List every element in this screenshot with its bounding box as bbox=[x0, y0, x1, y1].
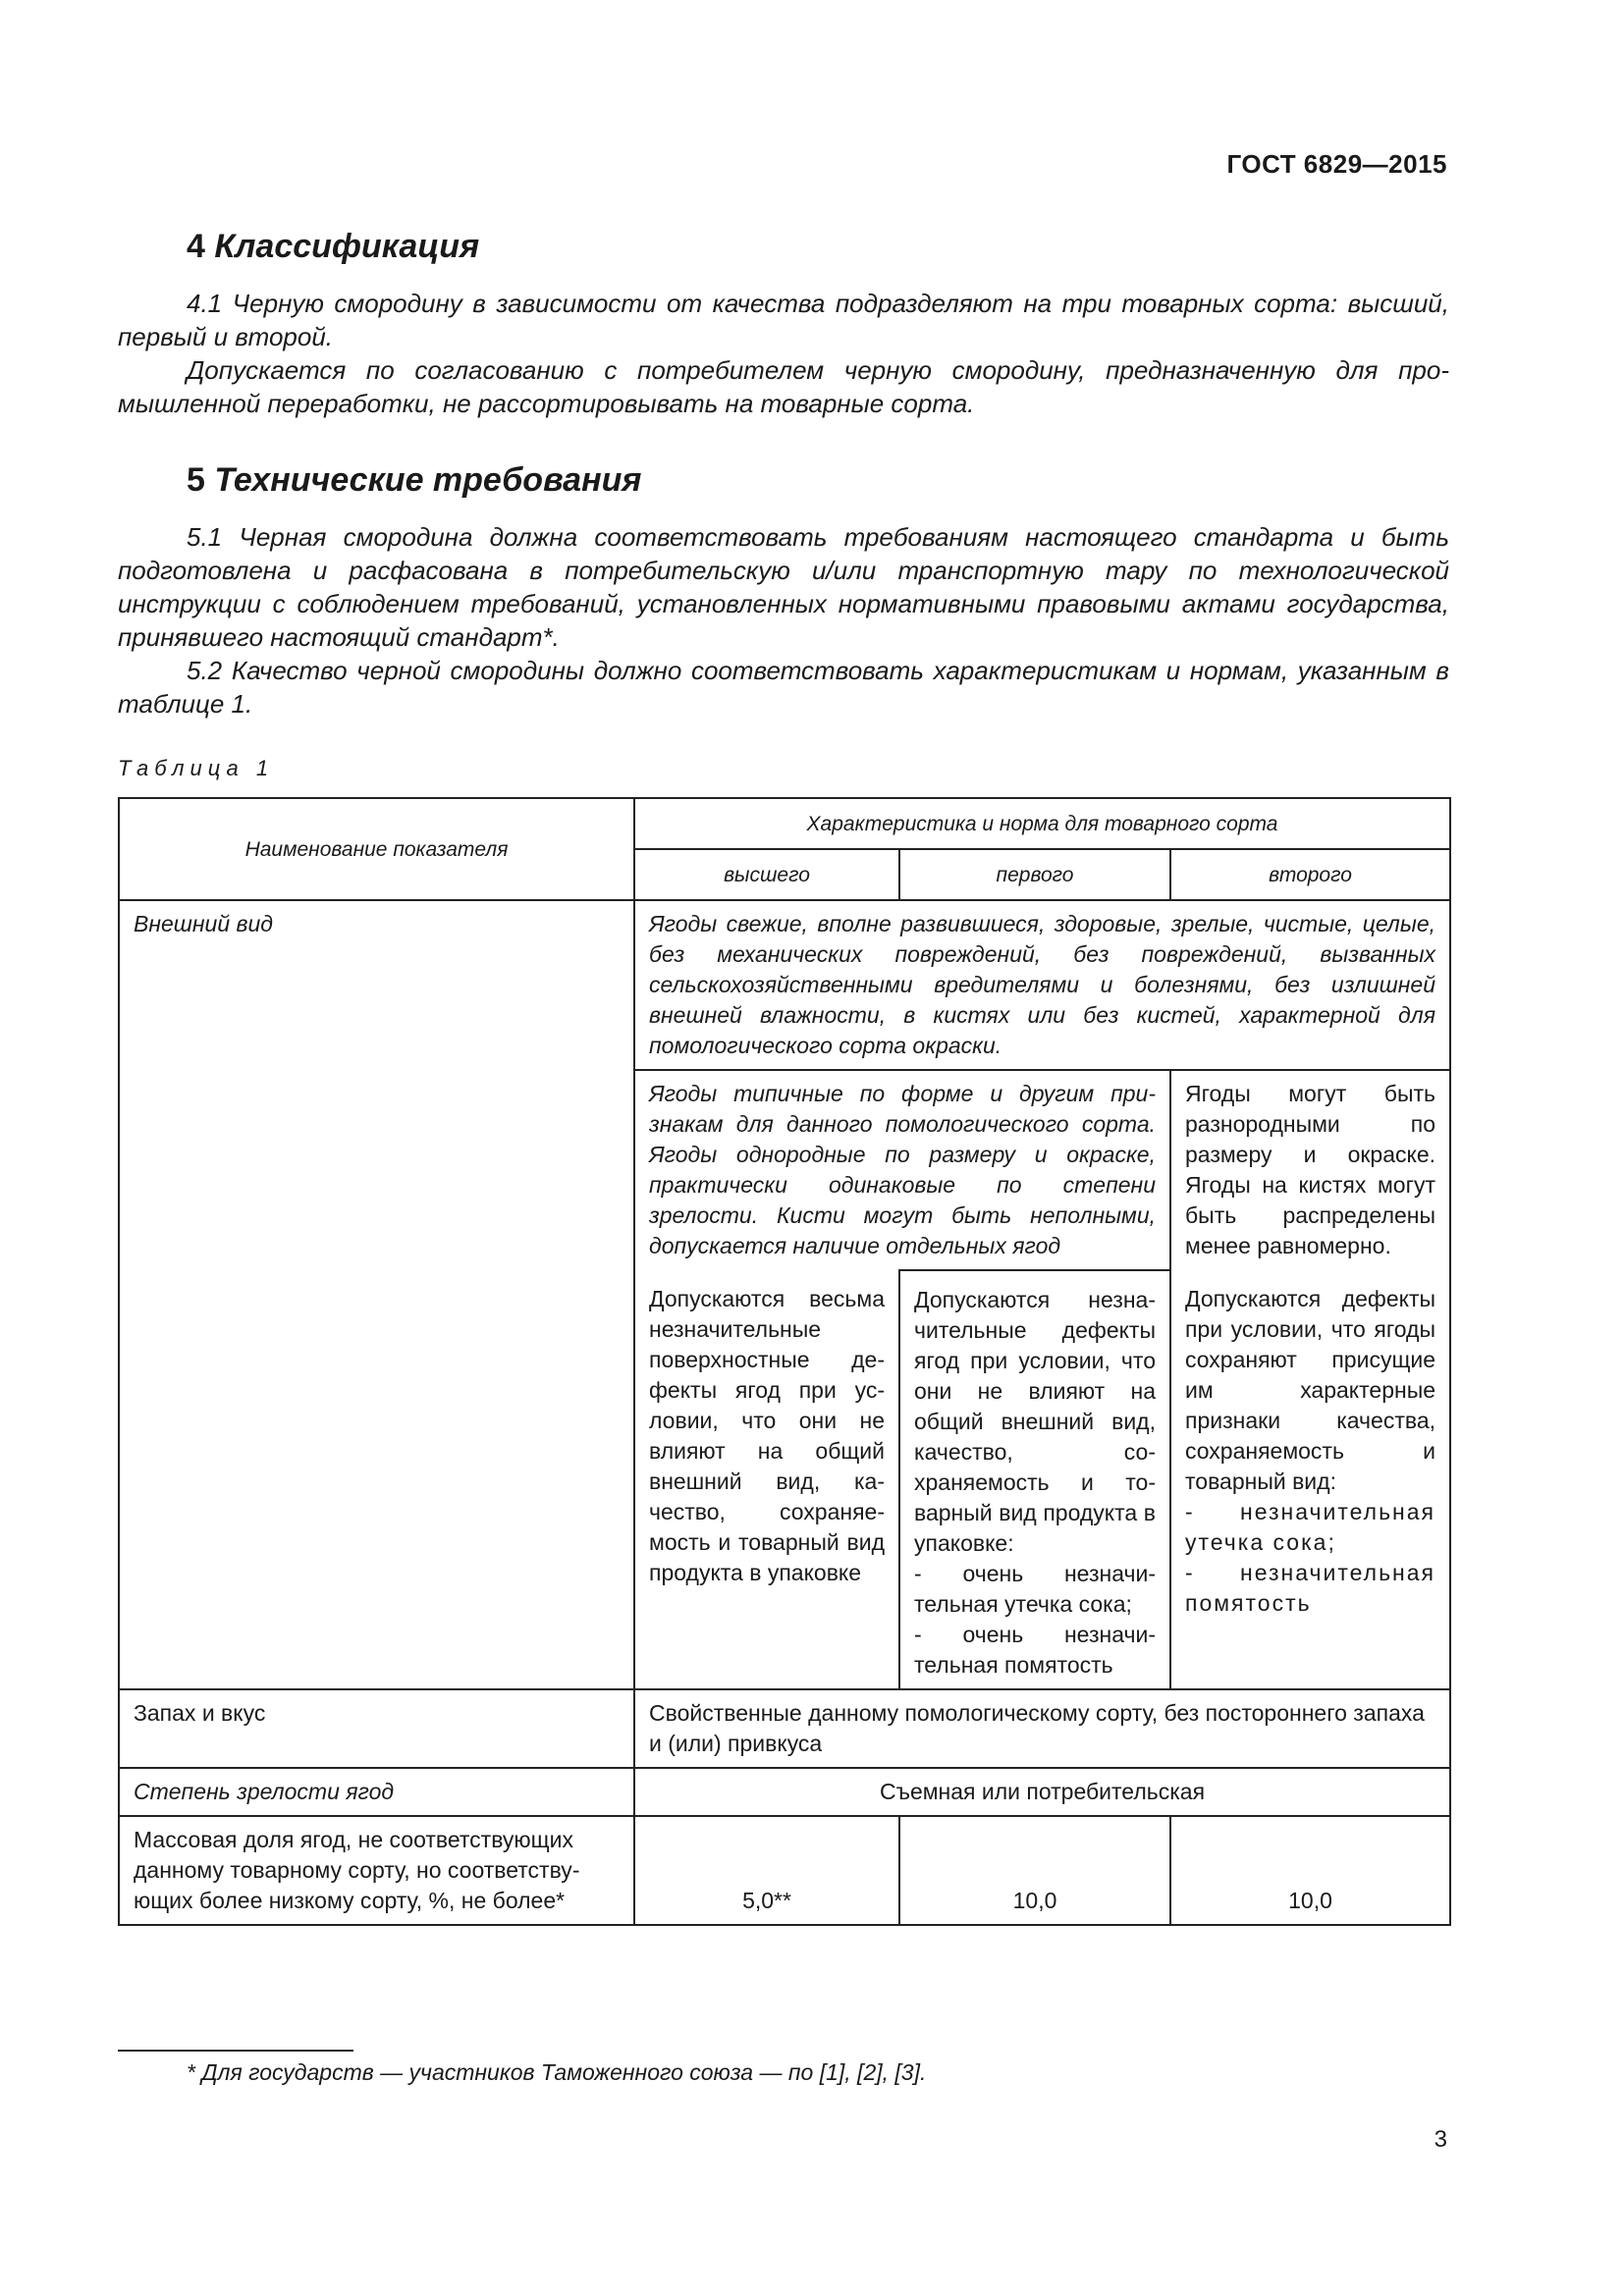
mass-share-top: 5,0** bbox=[634, 1816, 899, 1925]
defects-second-item-2: - незначительная помятость bbox=[1185, 1560, 1436, 1616]
appearance-defects-second bbox=[1170, 1270, 1450, 1689]
section-4-paragraph-2: Допускается по согласованию с потребителем черную смородину, предназначенную для промышленной переработки, не рассортировывать на товарные сорта. bbox=[118, 355, 1449, 418]
mass-share-second: 10,0 bbox=[1170, 1816, 1450, 1925]
section-5-title-text: Технические требования bbox=[214, 461, 642, 499]
header-grade-top: высшего bbox=[634, 849, 899, 900]
footnote: * Для государств — участников Таможенного союза — по [1], [2], [3]. bbox=[187, 2059, 927, 2085]
section-4-body bbox=[118, 287, 1449, 420]
page-number: 3 bbox=[1434, 2126, 1447, 2153]
defects-first-item-1: - очень незначительная утечка сока; bbox=[914, 1561, 1156, 1617]
section-4-title bbox=[187, 228, 479, 266]
footnote-divider bbox=[118, 2050, 353, 2052]
header-group: Характеристика и норма для товарного сорта bbox=[634, 798, 1450, 849]
table-caption: Таблица 1 bbox=[118, 756, 275, 780]
ripeness-value: Съемная или потребительская bbox=[634, 1768, 1450, 1816]
mass-share-first: 10,0 bbox=[899, 1816, 1170, 1925]
defects-second-intro: Допускаются дефекты при условии, что ягоды сохраняют присущие им характерные признаки качества, сохраняемость и товарный вид: bbox=[1185, 1286, 1436, 1494]
defects-second-item-1: - незначительная утечка сока; bbox=[1185, 1499, 1436, 1555]
defects-first-item-2: - очень незначительная помятость bbox=[914, 1622, 1156, 1678]
section-4-number: 4 bbox=[187, 228, 205, 265]
document-code: ГОСТ 6829—2015 bbox=[1226, 149, 1447, 179]
row-label-smell: Запах и вкус bbox=[119, 1689, 634, 1768]
section-4-title-text: Классификация bbox=[214, 228, 480, 265]
row-label-ripeness: Степень зрелости ягод bbox=[119, 1768, 634, 1816]
section-5-paragraph-1: 5.1 Черная смородина должна соответствовать требованиям настоящего стандарта и быть подготовлена и расфасована в потребительскую и/или транспортную тару по технологической инструкции с соблюдением требований, установленных нормативными правовыми актами государства, принявшего настоящий стандарт*. bbox=[118, 522, 1449, 652]
section-5-number: 5 bbox=[187, 461, 205, 499]
header-grade-second: второго bbox=[1170, 849, 1450, 900]
section-5-body bbox=[118, 520, 1449, 721]
row-label-appearance: Внешний вид bbox=[119, 900, 634, 1689]
section-5-paragraph-2: 5.2 Качество черной смородины должно соответствовать характеристикам и нормам, указанным в таблице 1. bbox=[118, 656, 1449, 719]
appearance-common: Ягоды свежие, вполне развившиеся, здоровые, зрелые, чистые, целые, без механических повреждений, без повреждений, вызванных сельскохозяйственными вредителями и болезнями, без излишней внешней влажности, в кистях или без кистей, характерной для помологического сорта окраски. bbox=[634, 900, 1450, 1070]
appearance-shape-top-first: Ягоды типичные по форме и другим признакам для данного помологического сорта. Ягоды однородные по размеру и окраске, практически одинаковые по степени зрелости. Кисти могут быть неполными, допускается наличие отдельных ягод bbox=[634, 1070, 1170, 1270]
section-5-title bbox=[187, 461, 641, 500]
header-indicator: Наименование показателя bbox=[119, 798, 634, 900]
row-label-mass-share: Массовая доля ягод, не соответствующих данному товарному сорту, но соответствующих более низкому сорту, %, не более* bbox=[119, 1816, 634, 1925]
quality-table bbox=[118, 797, 1451, 1926]
header-grade-first: первого bbox=[899, 849, 1170, 900]
appearance-defects-first bbox=[899, 1270, 1170, 1689]
smell-value: Свойственные данному помологическому сорту, без постороннего запаха и (или) привкуса bbox=[634, 1689, 1450, 1768]
section-4-paragraph-1: 4.1 Черную смородину в зависимости от качества подразделяют на три товарных сорта: высший, первый и второй. bbox=[118, 289, 1449, 351]
appearance-defects-top: Допускаются весьма незначительные поверхностные дефекты ягод при условии, что они не влияют на общий внешний вид, качество, сохраняемость и товарный вид продукта в упаковке bbox=[634, 1270, 899, 1689]
defects-first-intro: Допускаются незначительные дефекты ягод при условии, что они не влияют на общий внешний вид, качество, сохраняемость и товарный вид продукта в упаковке: bbox=[914, 1287, 1156, 1556]
appearance-shape-second: Ягоды могут быть разнородными по размеру и окраске. Ягоды на кистях могут быть распределены менее равномерно. bbox=[1170, 1070, 1450, 1270]
